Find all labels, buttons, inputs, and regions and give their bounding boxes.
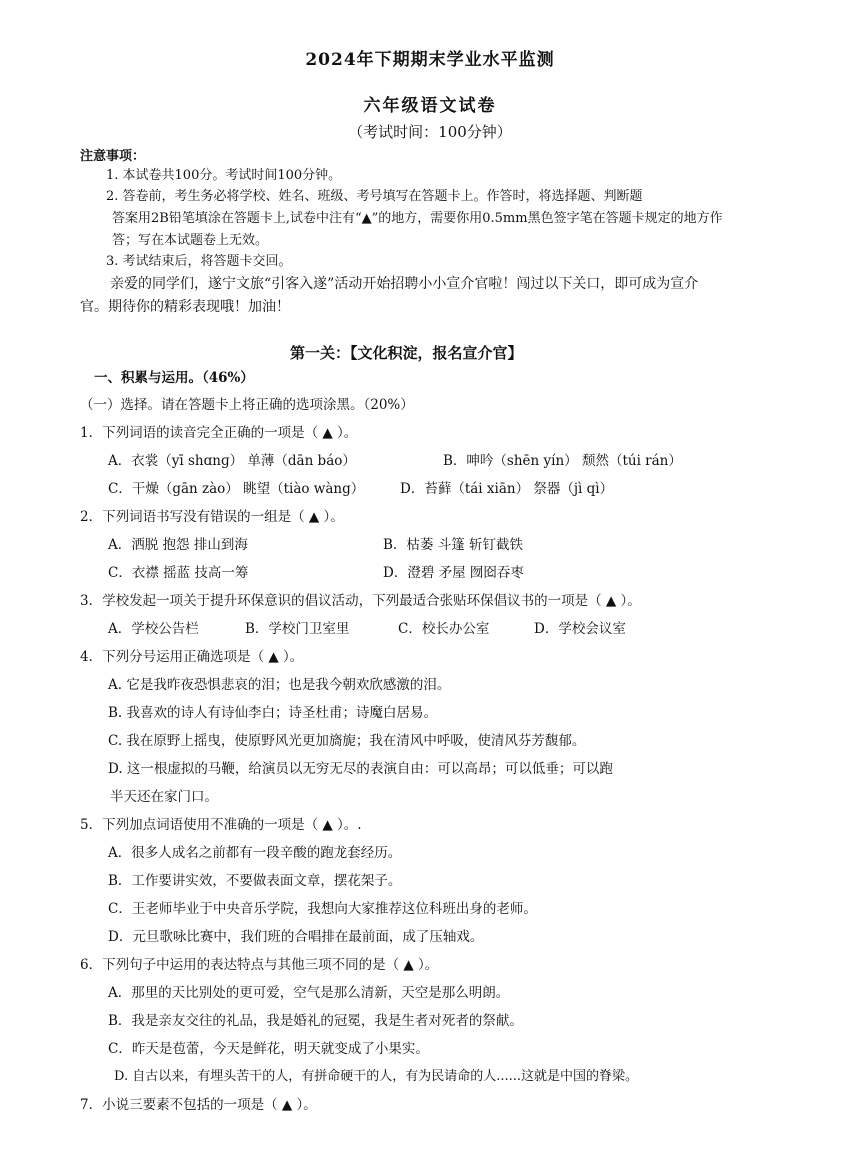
q3-option-a: A．学校公告栏 bbox=[108, 621, 199, 637]
q2-option-b: B．枯萎 斗篷 斩钉截铁 bbox=[383, 537, 524, 553]
q6-option-b: B．我是亲友交往的礼品，我是婚礼的冠冕，我是生者对死者的祭献。 bbox=[108, 1013, 523, 1029]
q1-option-a: A．衣裳（yī shɑnɡ） 单薄（dān báo） bbox=[108, 453, 356, 469]
notes-item-2: 2. 答卷前，考生务必将学校、姓名、班级、考号填写在答题卡上。作答时，将选择题、判断题 bbox=[106, 189, 643, 204]
q4-option-d-cont: 半天还在家门口。 bbox=[110, 789, 218, 805]
q7-stem: 7．小说三要素不包括的一项是（ ▲ ）。 bbox=[80, 1097, 317, 1113]
q6-option-d: D. 自古以来，有埋头苦干的人，有拼命硬干的人，有为民请命的人......这就是中国的脊梁。 bbox=[114, 1069, 639, 1084]
notes-item-1: 1. 本试卷共100分。考试时间100分钟。 bbox=[106, 168, 342, 183]
q5-option-a: A．很多人成名之前都有一段辛酸的跑龙套经历。 bbox=[108, 845, 402, 861]
q6-option-a: A．那里的天比别处的更可爱，空气是那么清新，天空是那么明朗。 bbox=[108, 985, 510, 1001]
q3-option-d: D．学校会议室 bbox=[534, 621, 626, 637]
q5-option-d: D．元旦歌咏比赛中，我们班的合唱排在最前面，成了压轴戏。 bbox=[108, 929, 484, 945]
q2-option-a: A．洒脱 抱怨 排山到海 bbox=[108, 537, 248, 553]
q3-option-b: B．学校门卫室里 bbox=[245, 621, 350, 637]
q4-stem: 4．下列分号运用正确选项是（ ▲ ）。 bbox=[80, 649, 304, 665]
q6-stem: 6．下列句子中运用的表达特点与其他三项不同的是（ ▲ ）。 bbox=[80, 957, 439, 973]
q1-option-d: D．苔藓（tái xiān） 祭器（jì qì） bbox=[400, 481, 614, 497]
q4-option-d: D. 这一根虚拟的马鞭，给演员以无穷无尽的表演自由：可以高昂；可以低垂；可以跑 bbox=[108, 761, 613, 777]
part1-heading: 一、积累与运用。（46%） bbox=[94, 370, 254, 386]
q2-option-c: C．衣襟 摇蓝 技高一筹 bbox=[108, 565, 249, 581]
intro-line-1: 亲爱的同学们，遂宁文旅“引客入遂”活动开始招聘小小宣介官啦！闯过以下关口，即可成为宣介 bbox=[110, 276, 699, 292]
q3-option-c: C．校长办公室 bbox=[398, 621, 490, 637]
q5-option-b: B．工作要讲实效，不要做表面文章，摆花架子。 bbox=[108, 873, 402, 889]
exam-subtitle: 六年级语文试卷 bbox=[363, 96, 497, 116]
q2-option-d: D．澄碧 矛屋 囫囵吞枣 bbox=[383, 565, 524, 581]
q2-stem: 2．下列词语书写没有错误的一组是（ ▲ ）。 bbox=[80, 509, 344, 525]
intro-line-2: 官。期待你的精彩表现哦！加油！ bbox=[80, 299, 290, 315]
exam-title: 2024年下期期末学业水平监测 bbox=[305, 50, 555, 70]
q3-stem: 3．学校发起一项关于提升环保意识的倡议活动，下列最适合张贴环保倡议书的一项是（ ▲ ）。 bbox=[80, 593, 641, 609]
q1-option-c: C．干燥（gān zào） 眺望（tiào wàng） bbox=[108, 481, 365, 497]
q4-option-c: C. 我在原野上摇曳，使原野风光更加旖旎；我在清风中呼吸，使清风芬芳馥郁。 bbox=[108, 733, 586, 749]
q1-stem: 1．下列词语的读音完全正确的一项是（ ▲ ）。 bbox=[80, 425, 358, 441]
notes-item-2-cont: 答案用2B铅笔填涂在答题卡上,试卷中注有“▲”的地方，需要你用0.5mm黑色签字笔在答题卡规定的地方作 bbox=[112, 211, 723, 226]
q5-stem: 5．下列加点词语使用不准确的一项是（ ▲ ）。. bbox=[80, 817, 362, 833]
part1-sub-heading: （一）选择。请在答题卡上将正确的选项涂黑。（20%） bbox=[80, 397, 414, 413]
notes-heading: 注意事项： bbox=[80, 149, 146, 164]
q4-option-b: B. 我喜欢的诗人有诗仙李白；诗圣杜甫；诗魔白居易。 bbox=[108, 705, 438, 721]
notes-item-3: 3. 考试结束后，将答题卡交回。 bbox=[106, 254, 292, 269]
exam-time-note: （考试时间：100分钟） bbox=[348, 123, 512, 141]
section-title: 第一关：【文化积淀，报名宣介官】 bbox=[290, 344, 523, 362]
notes-item-2-end: 答；写在本试题卷上无效。 bbox=[112, 233, 269, 248]
q4-option-a: A. 它是我昨夜恐惧悲哀的泪；也是我今朝欢欣感激的泪。 bbox=[108, 677, 451, 693]
q6-option-c: C．昨天是苞蕾，今天是鲜花，明天就变成了小果实。 bbox=[108, 1041, 429, 1057]
q5-option-c: C．王老师毕业于中央音乐学院，我想向大家推荐这位科班出身的老师。 bbox=[108, 901, 537, 917]
q1-option-b: B．呻吟（shēn yín） 颓然（túi rán） bbox=[443, 453, 682, 469]
